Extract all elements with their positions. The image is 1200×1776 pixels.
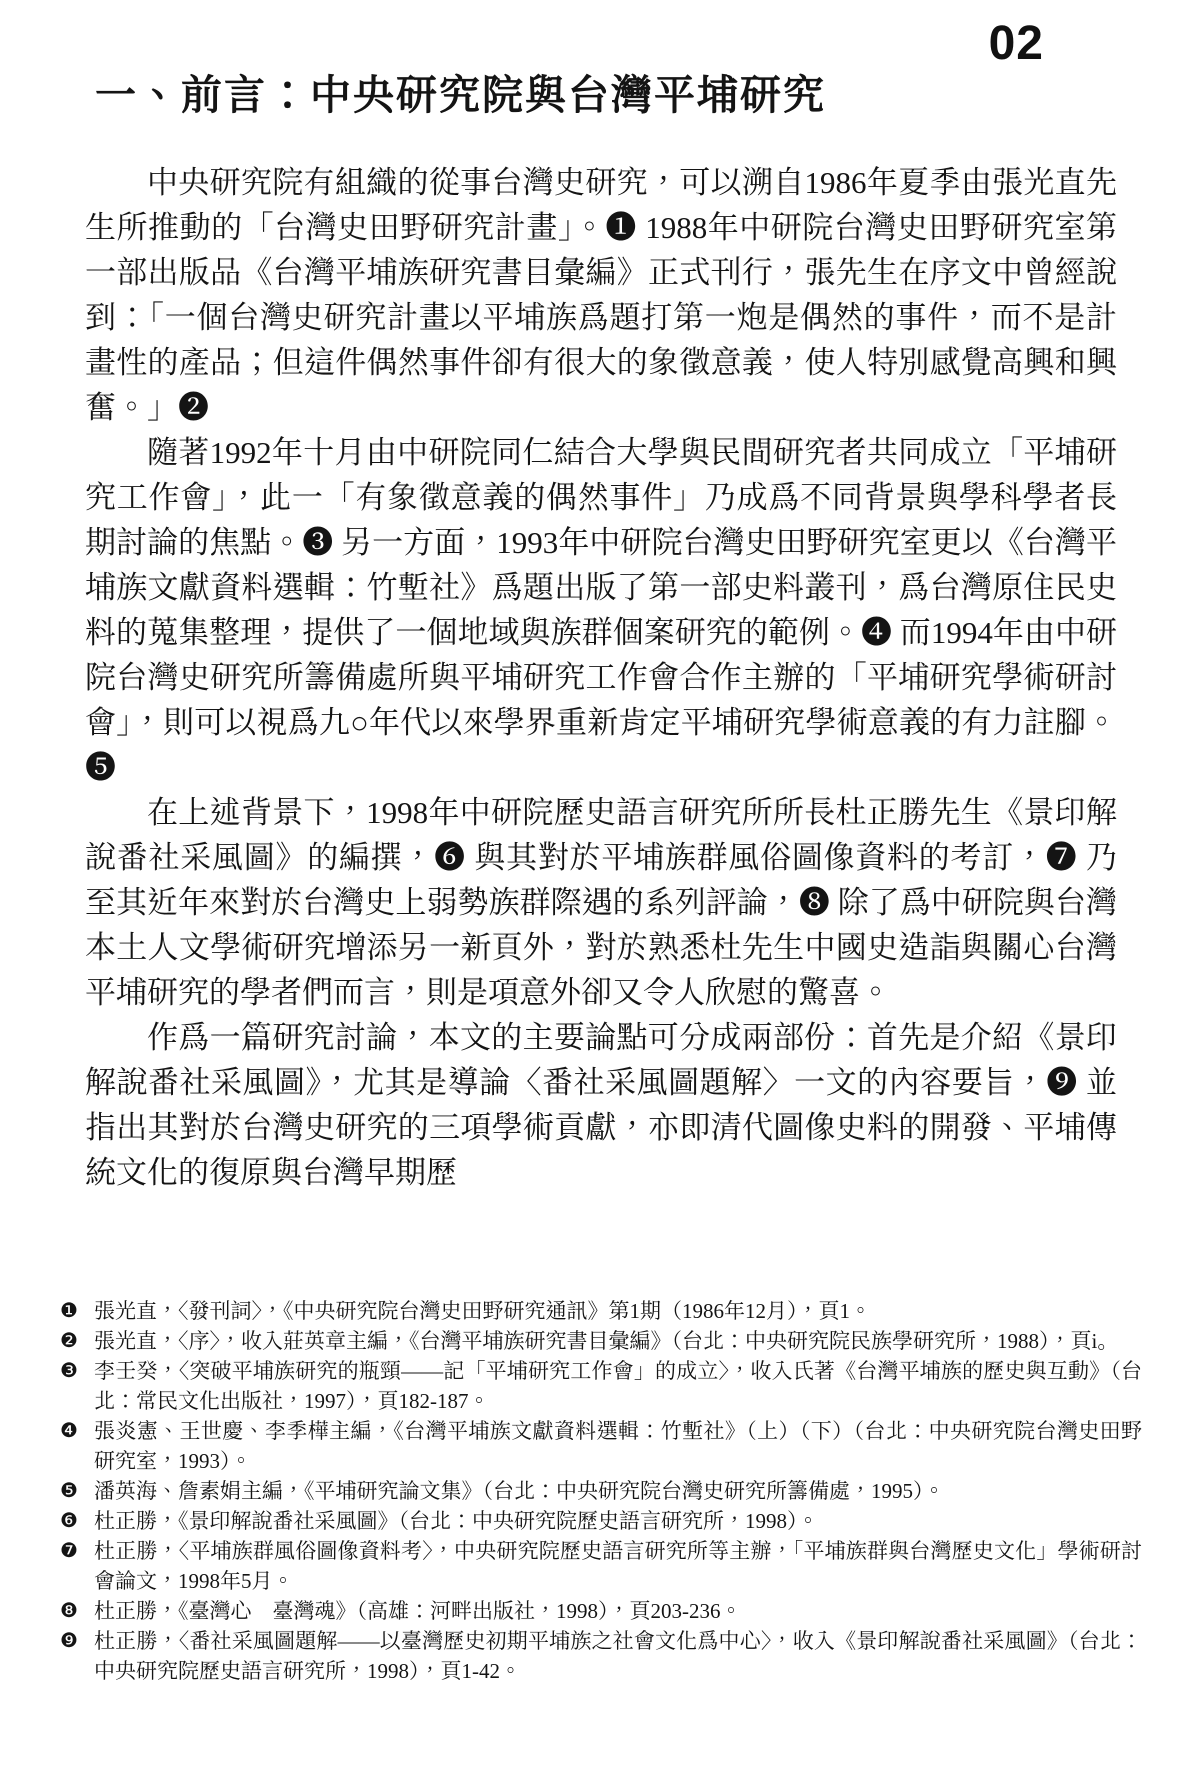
- page-number: 02: [988, 17, 1044, 70]
- footnote-item: [60, 1476, 1142, 1506]
- footnote-item: [60, 1626, 1142, 1686]
- paragraph: 中央研究院有組織的從事台灣史研究，可以溯自1986年夏季由張光直先生所推動的「台灣史田野研究計畫」。❶ 1988年中研院台灣史田野研究室第一部出版品《台灣平埔族研究書目彙編》正式刊行，張先生在序文中曾經說到：「一個台灣史研究計畫以平埔族爲題打第一炮是偶然的事件，而不是計畫性的產品；但這件偶然事件卻有很大的象徵意義，使人特別感覺高興和興奮。」❷: [85, 165, 1117, 425]
- footnotes-section: [60, 1296, 1142, 1686]
- footnote-item: [60, 1536, 1142, 1596]
- footnote-marker: ❶: [60, 1300, 78, 1322]
- footnote-text: 杜正勝，《臺灣心 臺灣魂》（高雄：河畔出版社，1998），頁203-236。: [94, 1599, 742, 1623]
- footnote-text: 潘英海、詹素娟主編，《平埔研究論文集》（台北：中央研究院台灣史研究所籌備處，1995）。: [94, 1479, 945, 1503]
- footnote-marker: ❹: [60, 1420, 78, 1442]
- footnote-item: [60, 1326, 1142, 1356]
- footnote-text: 杜正勝，〈平埔族群風俗圖像資料考〉，中央研究院歷史語言研究所等主辦，「平埔族群與台灣歷史文化」學術研討會論文，1998年5月。: [94, 1539, 1142, 1593]
- paragraph: 在上述背景下，1998年中研院歷史語言研究所所長杜正勝先生《景印解說番社采風圖》的編撰，❻ 與其對於平埔族群風俗圖像資料的考訂，❼ 乃至其近年來對於台灣史上弱勢族群際遇的系列評論，❽ 除了爲中研院與台灣本土人文學術研究增添另一新頁外，對於熟悉杜先生中國史造詣與關心台灣平埔研究的學者們而言，則是項意外卻又令人欣慰的驚喜。: [85, 795, 1117, 1010]
- footnote-marker: ❼: [60, 1540, 78, 1562]
- footnote-text: 李壬癸，〈突破平埔族研究的瓶頸——記「平埔研究工作會」的成立〉，收入氏著《台灣平埔族的歷史與互動》（台北：常民文化出版社，1997），頁182-187。: [94, 1359, 1142, 1413]
- footnote-item: [60, 1506, 1142, 1536]
- footnote-item: [60, 1296, 1142, 1326]
- page-title: 一、前言：中央研究院與台灣平埔研究: [95, 72, 826, 118]
- footnote-item: [60, 1356, 1142, 1416]
- footnote-item: [60, 1596, 1142, 1626]
- footnote-text: 張炎憲、王世慶、李季樺主編，《台灣平埔族文獻資料選輯：竹塹社》（上）（下）（台北：中央研究院台灣史田野研究室，1993）。: [94, 1419, 1142, 1473]
- footnote-item: [60, 1416, 1142, 1476]
- footnote-marker: ❾: [60, 1630, 78, 1652]
- footnote-marker: ❸: [60, 1360, 78, 1382]
- paragraph: 隨著1992年十月由中研院同仁結合大學與民間研究者共同成立「平埔研究工作會」，此一「有象徵意義的偶然事件」乃成爲不同背景與學科學者長期討論的焦點。❸ 另一方面，1993年中研院台灣史田野研究室更以《台灣平埔族文獻資料選輯：竹塹社》爲題出版了第一部史料叢刊，爲台灣原住民史料的蒐集整理，提供了一個地域與族群個案研究的範例。❹ 而1994年由中研院台灣史研究所籌備處所與平埔研究工作會合作主辦的「平埔研究學術研討會」，則可以視爲九○年代以來學界重新肯定平埔研究學術意義的有力註腳。❺: [85, 435, 1117, 785]
- footnote-text: 杜正勝，〈番社采風圖題解——以臺灣歷史初期平埔族之社會文化爲中心〉，收入《景印解說番社采風圖》（台北：中央研究院歷史語言研究所，1998），頁1-42。: [94, 1629, 1142, 1683]
- footnote-marker: ❷: [60, 1330, 78, 1352]
- footnote-text: 張光直，〈序〉，收入莊英章主編，《台灣平埔族研究書目彙編》（台北：中央研究院民族學研究所，1988），頁i。: [94, 1329, 1119, 1353]
- body-text: [85, 160, 1117, 1195]
- paragraph: 作爲一篇研究討論，本文的主要論點可分成兩部份：首先是介紹《景印解說番社采風圖》，尤其是導論〈番社采風圖題解〉一文的內容要旨，❾ 並指出其對於台灣史研究的三項學術貢獻，亦即清代圖像史料的開發、平埔傳統文化的復原與台灣早期歷: [85, 1020, 1117, 1190]
- footnote-text: 張光直，〈發刊詞〉，《中央研究院台灣史田野研究通訊》第1期（1986年12月），頁1。: [94, 1299, 871, 1323]
- footnote-marker: ❺: [60, 1480, 78, 1502]
- footnote-text: 杜正勝，《景印解說番社采風圖》（台北：中央研究院歷史語言研究所，1998）。: [94, 1509, 819, 1533]
- footnote-marker: ❻: [60, 1510, 78, 1532]
- footnote-marker: ❽: [60, 1600, 78, 1622]
